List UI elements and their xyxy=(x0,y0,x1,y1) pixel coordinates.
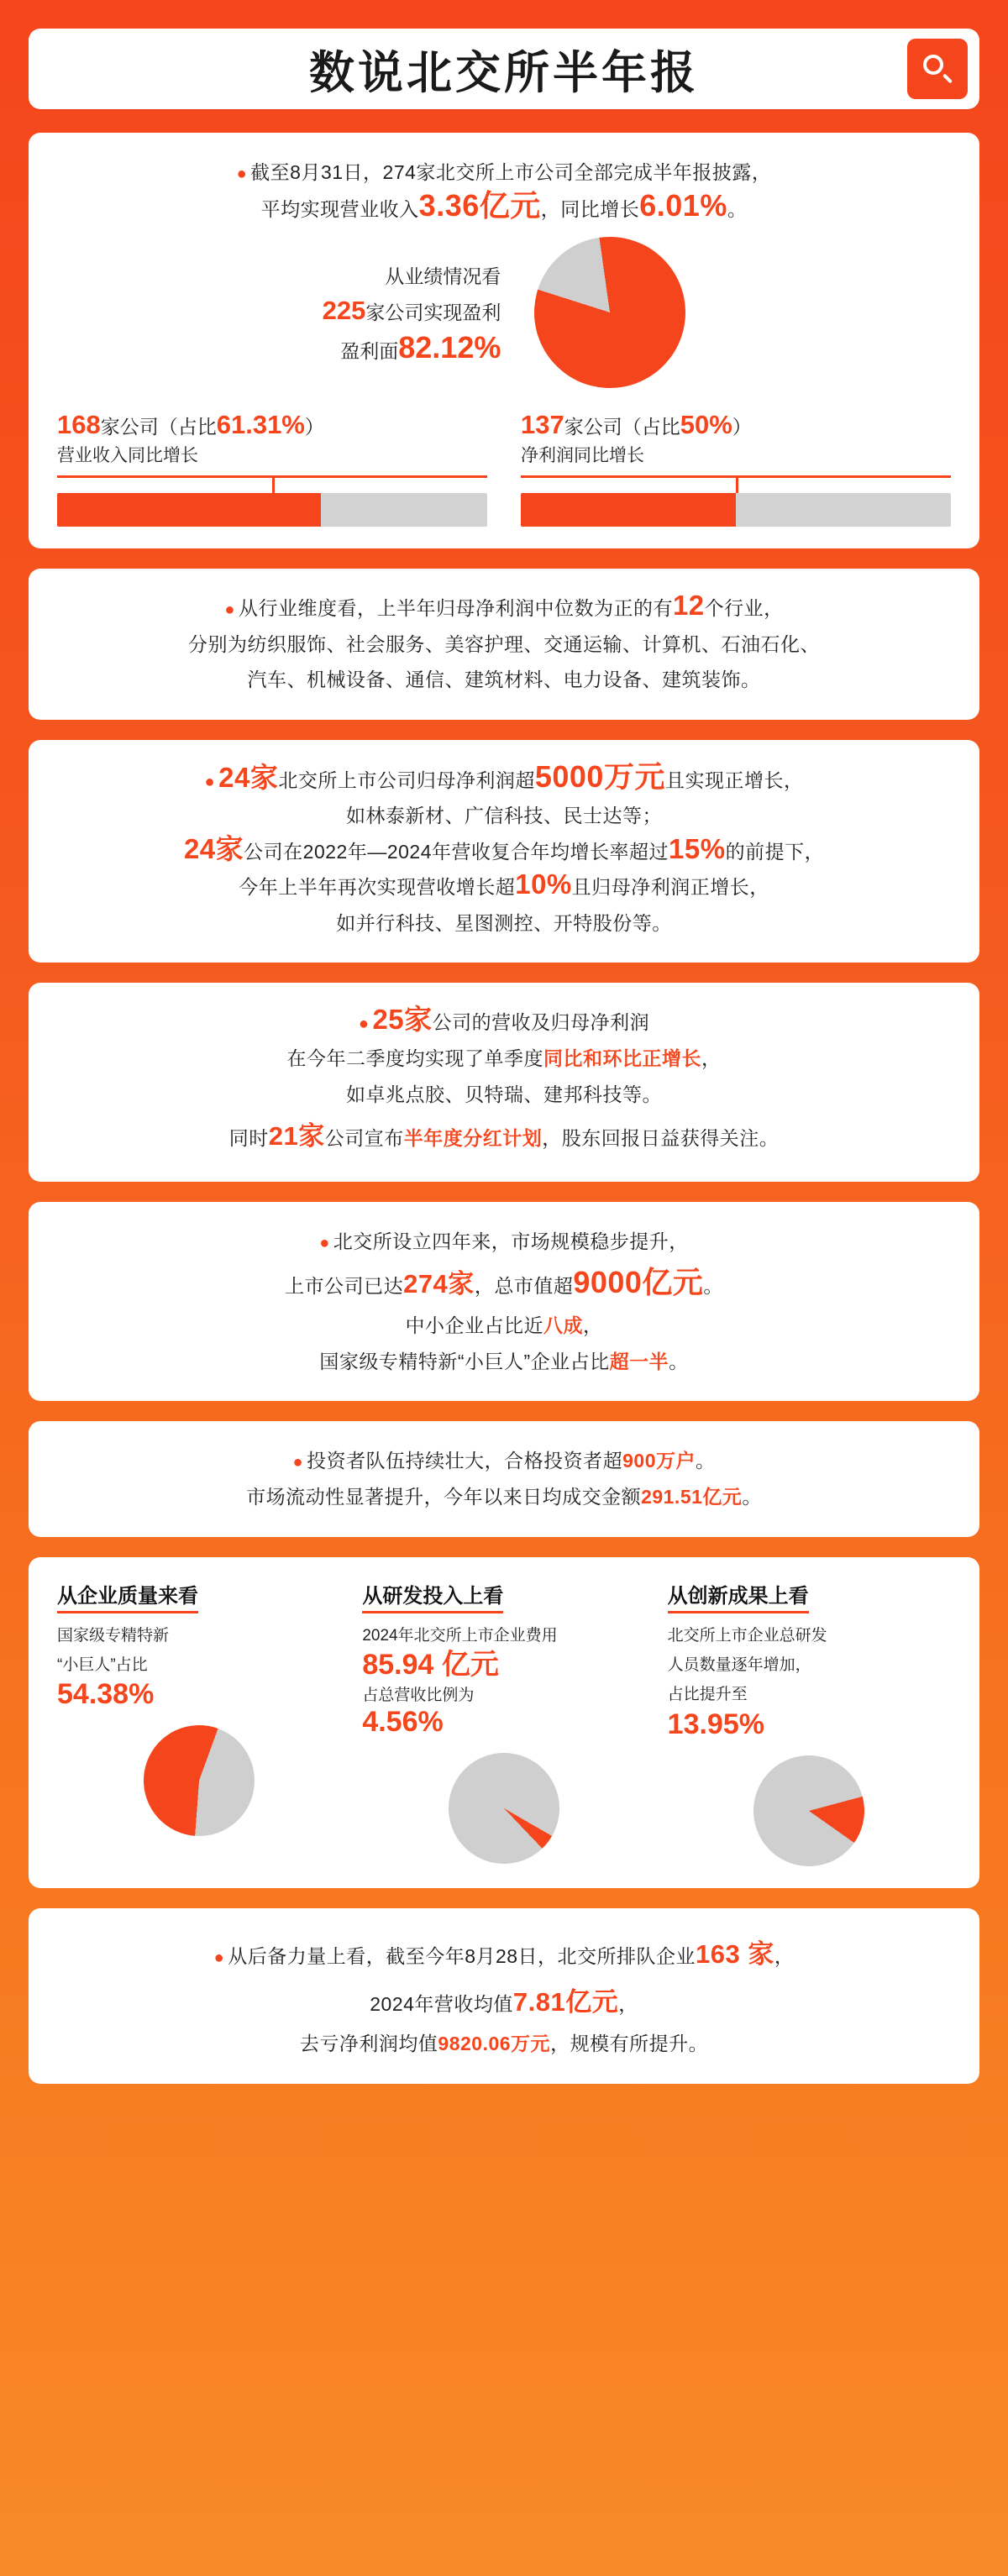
col1-title: 从企业质量来看 xyxy=(57,1579,198,1613)
scale-line-3: 中小企业占比近八成， xyxy=(405,1314,603,1337)
overview-line-2: 平均实现营业收入3.36亿元，同比增长6.01%。 xyxy=(260,187,748,223)
industries-line-1: ● 从行业维度看，上半年归母净利润中位数为正的有12个行业， xyxy=(224,590,784,622)
investors-line-1: ● 投资者队伍持续壮大，合格投资者超900万户。 xyxy=(292,1450,716,1472)
quarterly-line-2: 在今年二季度均实现了单季度同比和环比正增长， xyxy=(286,1047,722,1070)
pie-label-3: 盈利面82.12% xyxy=(340,330,501,365)
scale-line-2: 上市公司已达274家，总市值超9000亿元。 xyxy=(285,1265,723,1299)
stat2-rule xyxy=(521,475,951,478)
stat1-rule xyxy=(57,475,487,478)
col3-pct: 13.95% xyxy=(667,1708,764,1740)
col3-desc3: 占比提升至 xyxy=(667,1686,748,1704)
col1-chart xyxy=(57,1725,340,1836)
page-header xyxy=(29,29,979,109)
stat1-bar xyxy=(57,493,487,527)
bullet-icon: ● xyxy=(213,1948,225,1967)
overview-line-1: ● 截至8月31日，274家北交所上市公司全部完成半年报披露， xyxy=(236,161,772,183)
industries-line-2: 分别为纺织服饰、社会服务、美容护理、交通运输、计算机、石油石化、 xyxy=(188,632,820,655)
pipeline-line-1: ● 从后备力量上看，截至今年8月28日，北交所排队企业163 家， xyxy=(213,1939,795,1969)
col3-pie-chart xyxy=(741,1743,877,1879)
col3-desc1: 北交所上市企业总研发 xyxy=(667,1626,827,1645)
quarterly-line-4: 同时21家公司宣布半年度分红计划，股东回报日益获得关注。 xyxy=(228,1121,780,1152)
stat2-bar xyxy=(521,493,951,527)
growth-line-2: 如林泰新材、广信科技、民士达等； xyxy=(346,805,662,827)
col2-desc1: 2024年北交所上市企业费用 xyxy=(362,1626,558,1645)
col1-desc2: “小巨人”占比 xyxy=(57,1655,148,1674)
pie-label-2: 225家公司实现盈利 xyxy=(322,296,501,326)
bullet-icon: ● xyxy=(236,165,248,183)
quarterly-line-1: ● 25家公司的营收及归母净利润 xyxy=(358,1004,650,1036)
stat1-title: 168家公司（占比61.31%） xyxy=(57,410,324,440)
col2-amount: 85.94 亿元 xyxy=(362,1648,499,1681)
col-enterprise-quality xyxy=(57,1579,340,1866)
col-innovation-output xyxy=(668,1579,951,1866)
col2-desc2: 占总营收比例为 xyxy=(362,1686,475,1704)
col2-title: 从研发投入上看 xyxy=(362,1579,503,1613)
col2-chart xyxy=(362,1753,645,1864)
col3-chart xyxy=(668,1755,951,1866)
pipeline-line-3: 去亏净利润均值9820.06万元，规模有所提升。 xyxy=(299,2033,709,2055)
scale-line-4: 国家级专精特新“小巨人”企业占比超一半。 xyxy=(319,1350,689,1372)
stat2-subtitle: 净利润同比增长 xyxy=(521,446,644,466)
card-market-scale xyxy=(29,1202,979,1401)
bullet-icon: ● xyxy=(358,1015,370,1034)
pipeline-line-2: 2024年营收均值7.81亿元， xyxy=(370,1986,638,2017)
col3-desc2: 人员数量逐年增加， xyxy=(667,1655,811,1674)
bullet-icon: ● xyxy=(292,1453,304,1472)
bullet-icon: ● xyxy=(319,1234,330,1253)
profit-pie-chart xyxy=(525,227,696,397)
investors-line-2: 市场流动性显著提升，今年以来日均成交金额291.51亿元。 xyxy=(246,1485,762,1508)
card-growth-companies xyxy=(29,740,979,963)
scale-line-1: ● 北交所设立四年来，市场规模稳步提升， xyxy=(319,1230,689,1253)
search-icon xyxy=(923,55,952,83)
quarterly-line-3: 如卓兆点胶、贝特瑞、建邦科技等。 xyxy=(346,1083,662,1105)
card-pipeline xyxy=(29,1908,979,2084)
bullet-icon: ● xyxy=(204,772,216,791)
search-button[interactable] xyxy=(907,39,968,99)
card-quality-rd-innovation xyxy=(29,1557,979,1888)
stat-revenue-growth xyxy=(57,410,487,527)
bullet-icon: ● xyxy=(224,601,235,620)
pie-label-1: 从业绩情况看 xyxy=(385,265,501,288)
stat2-title: 137家公司（占比50%） xyxy=(521,410,752,440)
stat1-subtitle: 营业收入同比增长 xyxy=(57,446,198,466)
col1-pct: 54.38% xyxy=(57,1678,155,1711)
growth-line-3: 24家公司在2022年—2024年营收复合年均增长率超过15%的前提下， xyxy=(183,832,825,864)
col-rd-investment xyxy=(362,1579,645,1866)
card-quarterly xyxy=(29,983,979,1182)
stat-netprofit-growth xyxy=(521,410,951,527)
col1-desc1: 国家级专精特新 xyxy=(57,1626,170,1645)
page-title: 数说北交所半年报 xyxy=(309,45,699,99)
growth-line-5: 如并行科技、星图测控、开特股份等。 xyxy=(336,911,672,934)
col2-pie-chart xyxy=(428,1732,580,1883)
card-overview xyxy=(29,133,979,548)
growth-line-4: 今年上半年再次实现营收增长超10%且归母净利润正增长， xyxy=(239,868,769,900)
col2-pct: 4.56% xyxy=(362,1705,444,1738)
col3-title: 从创新成果上看 xyxy=(668,1579,809,1613)
card-investors xyxy=(29,1421,979,1536)
profit-pie-group xyxy=(57,237,951,388)
growth-line-1: ● 24家北交所上市公司归母净利润超5000万元且实现正增长， xyxy=(204,758,804,794)
industries-line-3: 汽车、机械设备、通信、建筑材料、电力设备、建筑装饰。 xyxy=(247,669,761,691)
col1-pie-chart xyxy=(128,1710,270,1852)
card-industries xyxy=(29,569,979,720)
